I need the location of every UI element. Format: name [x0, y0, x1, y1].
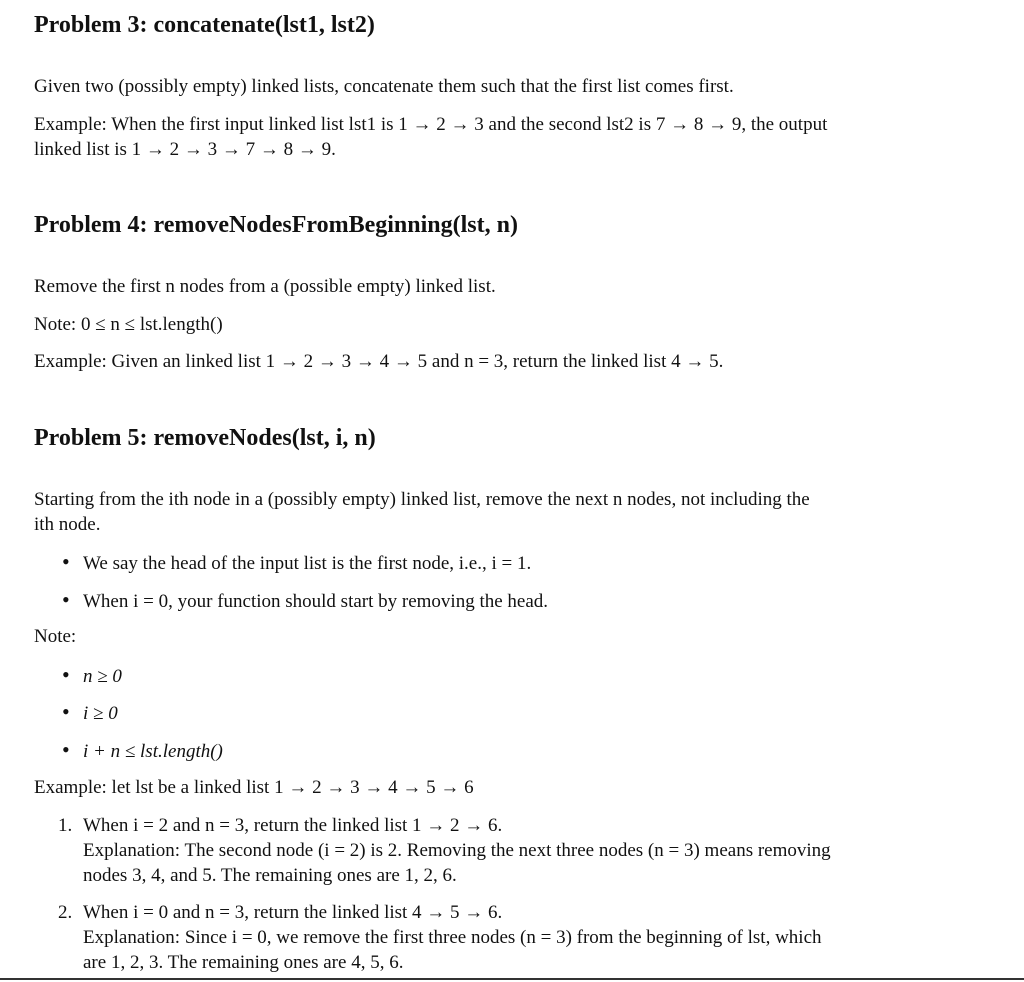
bullet-icon: •: [62, 737, 70, 762]
problem-5-note-label: Note:: [34, 626, 77, 647]
list-item: [62, 587, 548, 614]
bullet-text: i ≥ 0: [83, 703, 118, 724]
example-1-line-2: Explanation: The second node (i = 2) is 2. Removing the next three nodes (n = 3) means removing: [83, 840, 831, 861]
item-number: 1.: [58, 815, 73, 836]
problem-3-description: Given two (possibly empty) linked lists, concatenate them such that the first list comes first.: [34, 76, 734, 97]
problem-3-example-line-1: Example: When the first input linked list lst1 is 1 → 2 → 3 and the second lst2 is 7 → 8 → 9, the output: [34, 114, 828, 135]
example-2-line-3: are 1, 2, 3. The remaining ones are 4, 5, 6.: [83, 952, 404, 973]
bullet-icon: •: [62, 699, 70, 724]
example-2-line-2: Explanation: Since i = 0, we remove the first three nodes (n = 3) from the beginning of lst, which: [83, 927, 822, 948]
problem-3-example-line-2: linked list is 1 → 2 → 3 → 7 → 8 → 9.: [34, 139, 336, 160]
bullet-text: i + n ≤ lst.length(): [83, 741, 223, 762]
problem-5-heading: Problem 5: removeNodes(lst, i, n): [34, 425, 376, 451]
bullet-text: We say the head of the input list is the first node, i.e., i = 1.: [83, 553, 532, 574]
list-item: [62, 662, 122, 689]
bullet-icon: •: [62, 549, 70, 574]
problem-4-description: Remove the first n nodes from a (possible empty) linked list.: [34, 276, 496, 297]
numbered-item: [58, 813, 958, 888]
example-2-line-1: When i = 0 and n = 3, return the linked list 4 → 5 → 6.: [83, 902, 503, 923]
list-item: [62, 699, 118, 726]
problem-4-heading: Problem 4: removeNodesFromBeginning(lst, n): [34, 212, 518, 238]
example-1-line-3: nodes 3, 4, and 5. The remaining ones are 1, 2, 6.: [83, 865, 457, 886]
problem-5-description-line-2: ith node.: [34, 514, 101, 535]
bullet-text: n ≥ 0: [83, 666, 122, 687]
bottom-divider: [0, 978, 1024, 980]
numbered-item: [58, 900, 958, 975]
bullet-icon: •: [62, 587, 70, 612]
problem-4-example: Example: Given an linked list 1 → 2 → 3 → 4 → 5 and n = 3, return the linked list 4 → 5.: [34, 351, 724, 372]
problem-4-note: Note: 0 ≤ n ≤ lst.length(): [34, 314, 223, 335]
problem-5-example-intro: Example: let lst be a linked list 1 → 2 → 3 → 4 → 5 → 6: [34, 777, 474, 798]
bullet-icon: •: [62, 662, 70, 687]
list-item: [62, 549, 531, 576]
example-1-line-1: When i = 2 and n = 3, return the linked list 1 → 2 → 6.: [83, 815, 503, 836]
item-number: 2.: [58, 902, 73, 923]
problem-5-description-line-1: Starting from the ith node in a (possibly empty) linked list, remove the next n nodes, not including the: [34, 489, 810, 510]
list-item: [62, 737, 223, 764]
bullet-text: When i = 0, your function should start by removing the head.: [83, 591, 549, 612]
problem-3-heading: Problem 3: concatenate(lst1, lst2): [34, 12, 375, 38]
